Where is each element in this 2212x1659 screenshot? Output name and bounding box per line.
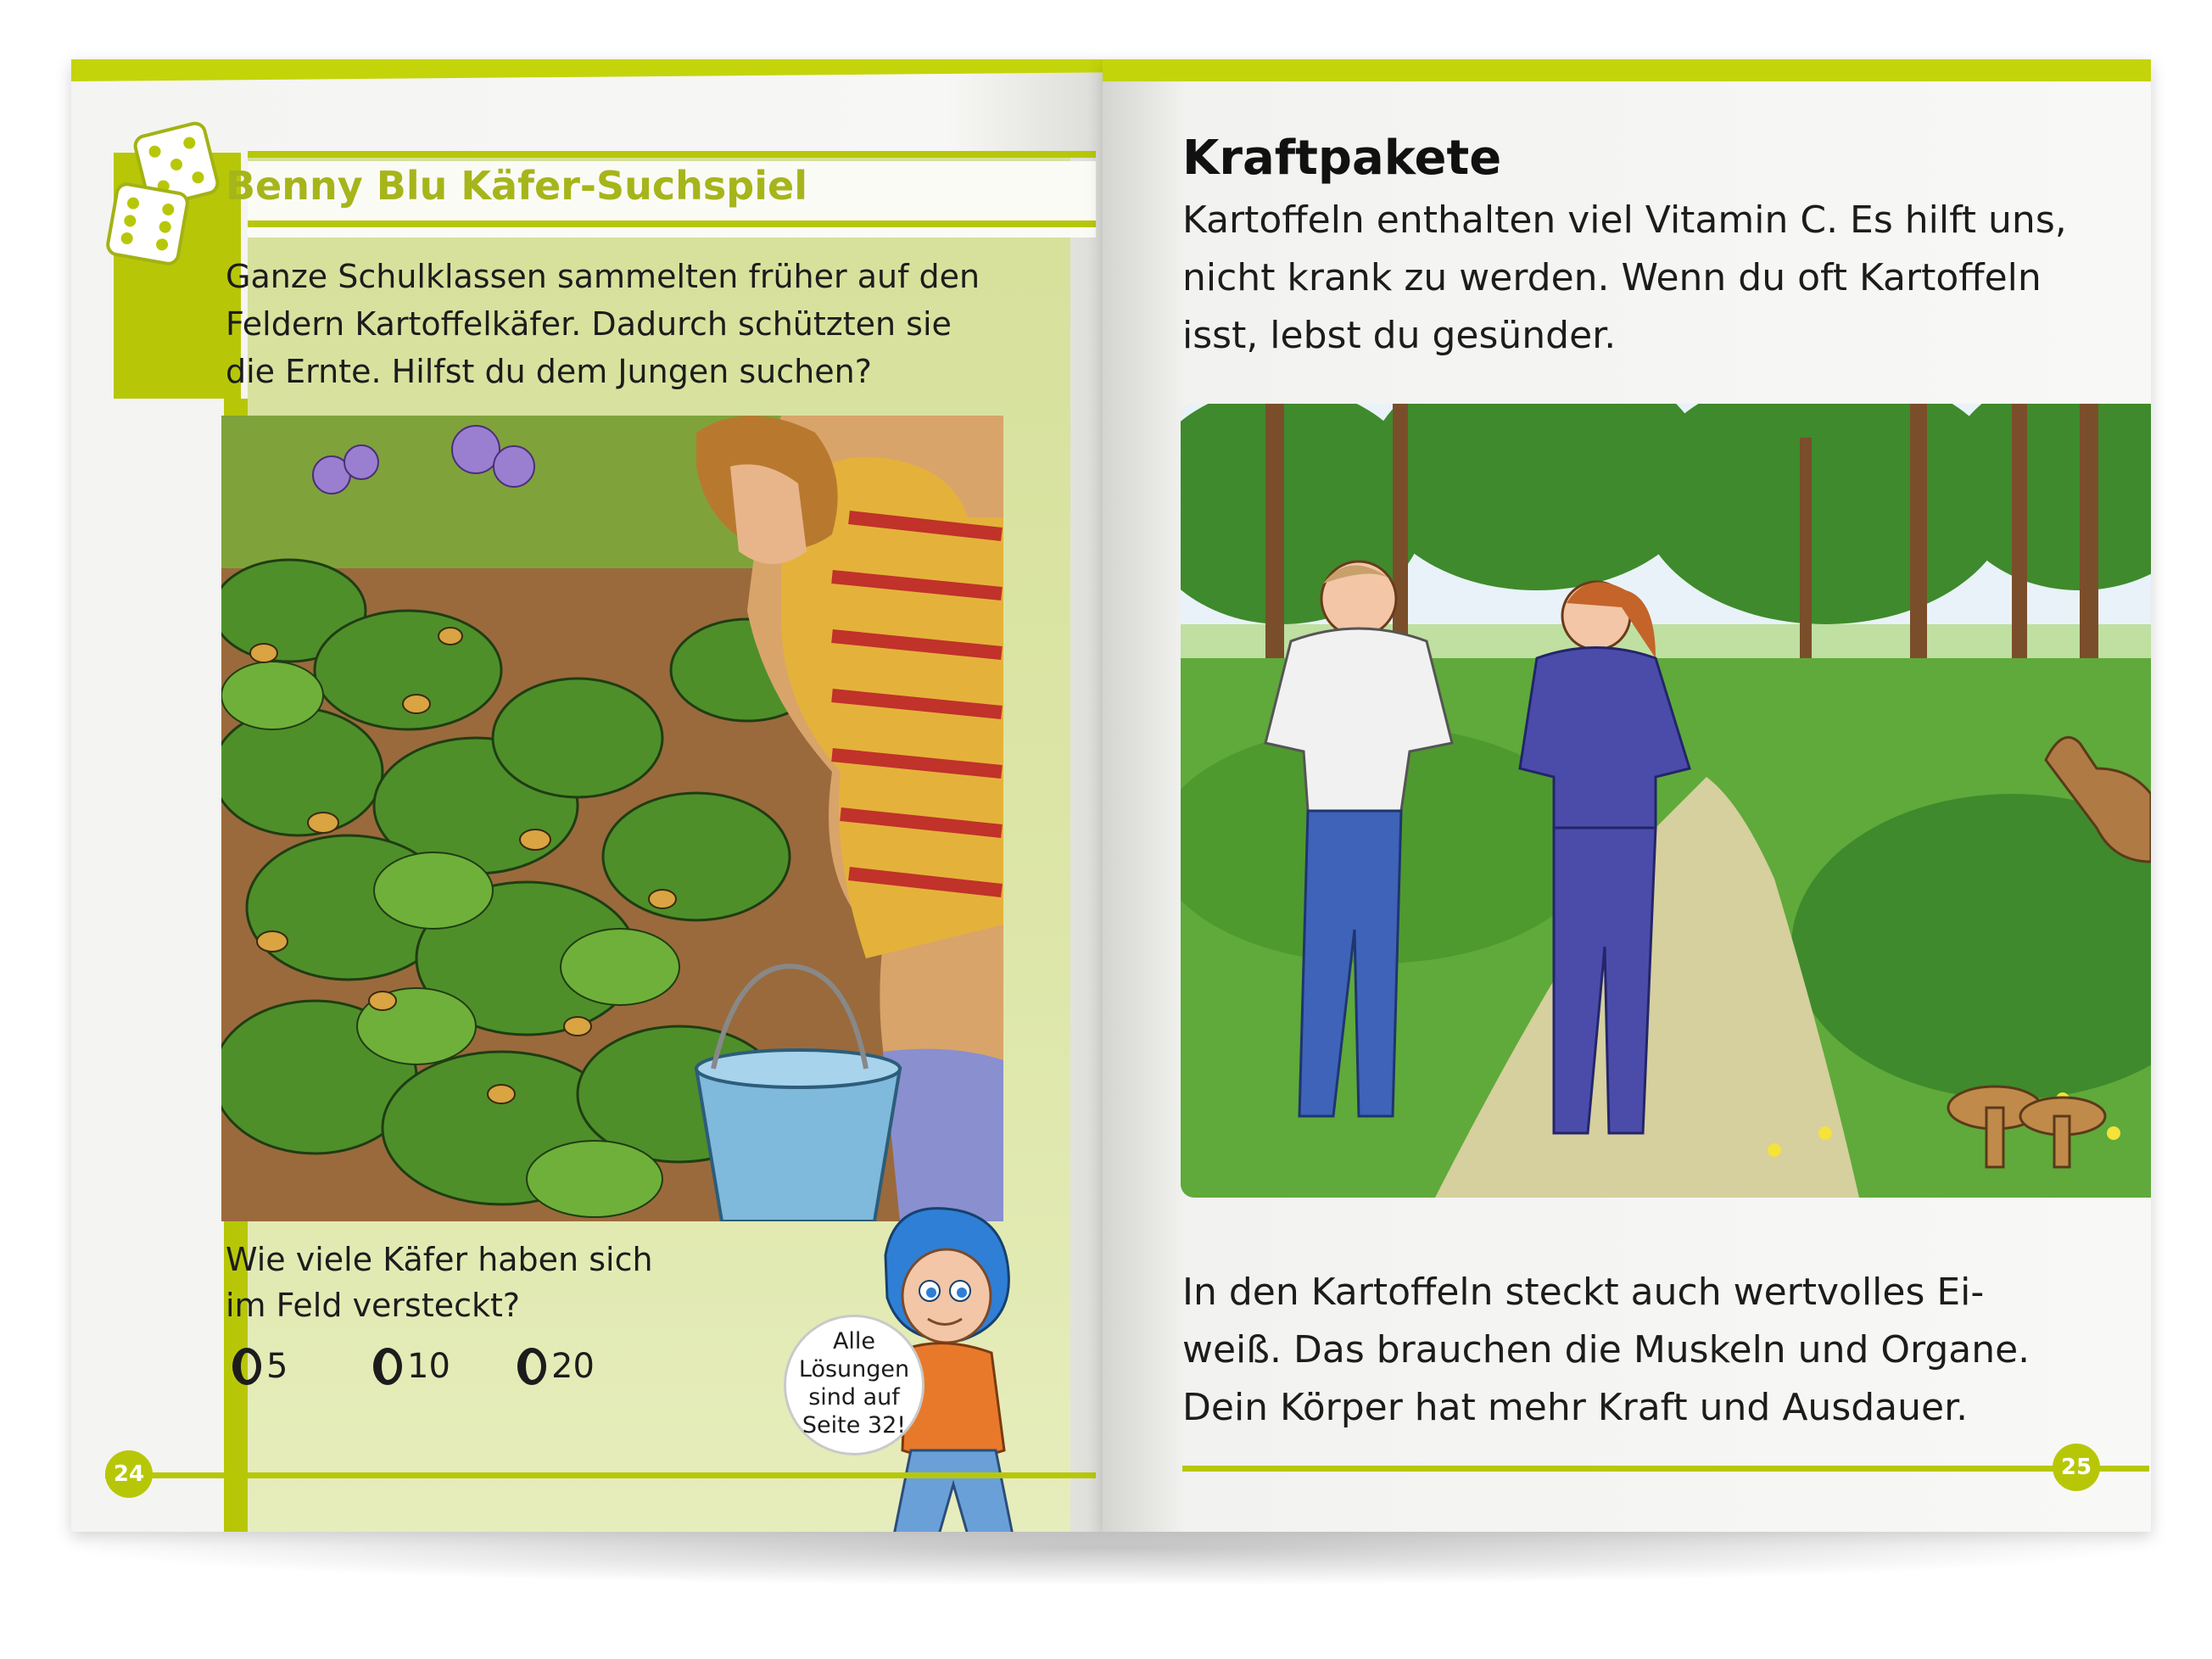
title-rule-bottom: [248, 221, 1096, 227]
jogging-forest-illustration: [1181, 404, 2151, 1198]
hint-line: sind auf: [808, 1384, 900, 1410]
option-label: 20: [551, 1347, 595, 1386]
page-number: 24: [105, 1450, 153, 1498]
right-page: [1103, 59, 2151, 1532]
title-rule-top: [248, 151, 1096, 158]
solution-hint-badge: [784, 1315, 924, 1455]
footer-rule: [105, 1472, 1096, 1478]
left-page: [71, 59, 1103, 1532]
footer-rule: [1182, 1466, 2149, 1472]
body-line: Dein Körper hat mehr Kraft und Ausdauer.: [1182, 1386, 1969, 1429]
intro-line: Feldern Kartoffelkäfer. Dadurch schützten sie: [226, 305, 952, 343]
question-text: [226, 1237, 653, 1328]
hint-line: Alle: [832, 1328, 876, 1355]
intro-text: [226, 253, 980, 395]
page-number: 25: [2053, 1444, 2100, 1491]
question-line: Wie viele Käfer haben sich: [226, 1241, 653, 1278]
potato-field-illustration: [221, 416, 1003, 1221]
option-circle-icon: [517, 1348, 546, 1385]
intro-line: nicht krank zu werden. Wenn du oft Kartoffeln: [1182, 256, 2042, 299]
option-circle-icon: [373, 1348, 402, 1385]
option-circle-icon: [232, 1348, 261, 1385]
answer-option-10[interactable]: [373, 1347, 450, 1386]
option-label: 10: [407, 1347, 450, 1386]
top-band: [71, 59, 1103, 81]
page-title: Benny Blu Käfer-Suchspiel: [226, 163, 807, 209]
question-line: im Feld versteckt?: [226, 1287, 521, 1324]
intro-text: [1182, 192, 2067, 365]
intro-line: isst, lebst du gesünder.: [1182, 314, 1617, 357]
page-title: Kraftpakete: [1182, 131, 1502, 186]
body-line: In den Kartoffeln steckt auch wertvolles Ei-: [1182, 1271, 1985, 1314]
top-band: [1103, 59, 2151, 81]
hint-line: Seite 32!: [802, 1412, 907, 1438]
answer-option-20[interactable]: [517, 1347, 595, 1386]
body-line: weiß. Das brauchen die Muskeln und Organe.: [1182, 1328, 2030, 1371]
hint-line: Lösungen: [798, 1356, 910, 1382]
intro-line: die Ernte. Hilfst du dem Jungen suchen?: [226, 353, 872, 390]
intro-line: Ganze Schulklassen sammelten früher auf den: [226, 258, 980, 295]
dice-icon: [104, 181, 191, 267]
answer-option-5[interactable]: [232, 1347, 288, 1386]
intro-line: Kartoffeln enthalten viel Vitamin C. Es hilft uns,: [1182, 198, 2067, 242]
option-label: 5: [266, 1347, 288, 1386]
body-text: [1182, 1264, 2030, 1437]
